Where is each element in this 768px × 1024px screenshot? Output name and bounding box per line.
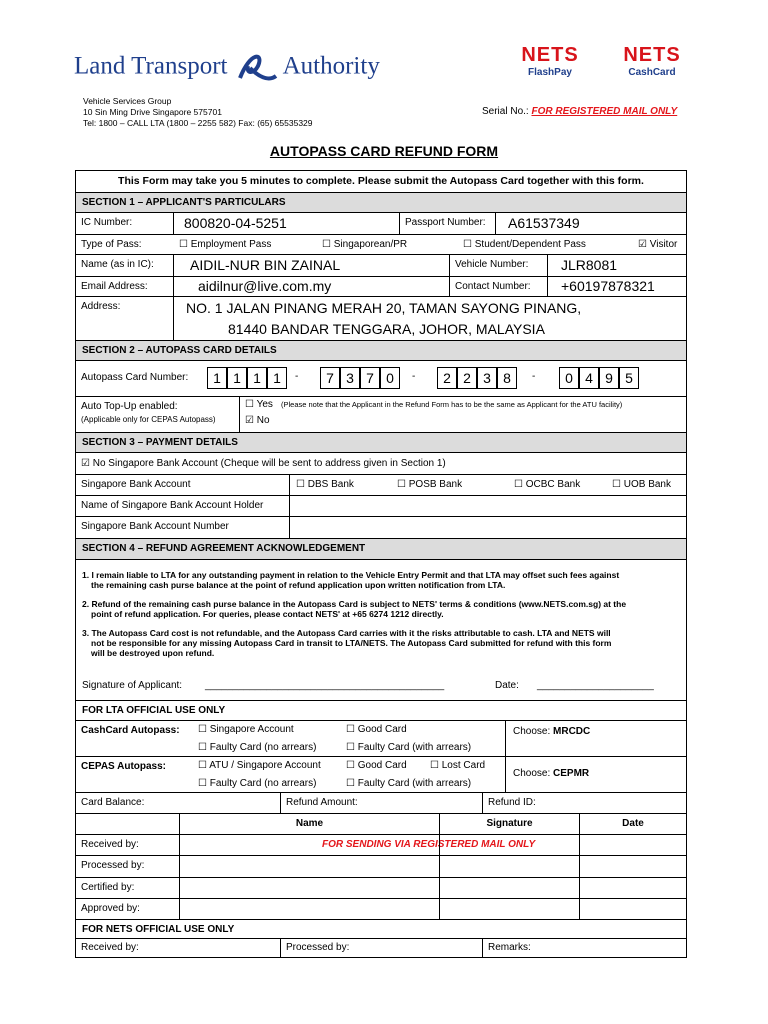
address-line-1: Vehicle Services Group [83, 96, 172, 106]
processed-date[interactable] [579, 856, 686, 877]
cashcard-label: CashCard Autopass: [81, 725, 180, 736]
option-student-pass[interactable]: ☐ Student/Dependent Pass [463, 239, 586, 250]
card-digit-7[interactable]: 7 [360, 367, 380, 389]
email-label: Email Address: [81, 281, 148, 292]
no-bank-option[interactable]: ☑ No Singapore Bank Account (Cheque will be sent to address given in Section 1) [81, 458, 446, 469]
choose-1-value: MRCDC [553, 726, 591, 737]
agreement-2 [82, 599, 682, 619]
lta-logo [74, 48, 380, 88]
ic-value: 800820-04-5251 [184, 215, 287, 231]
lta-logo-left: Land Transport [74, 52, 228, 80]
processed-name[interactable] [179, 856, 439, 877]
refund-amount-label: Refund Amount: [280, 793, 482, 813]
holder-row [76, 496, 686, 517]
ic-row [76, 213, 686, 235]
card-digit-11[interactable]: 3 [477, 367, 497, 389]
pass-type-row [76, 235, 686, 255]
passport-value: A61537349 [508, 215, 580, 231]
passport-field[interactable] [495, 213, 686, 234]
topup-yes-note: (Please note that the Applicant in the Refund Form has to be the same as Applicant for the ATU facility) [281, 400, 623, 409]
section-2-heading: SECTION 2 – AUTOPASS CARD DETAILS [76, 341, 686, 361]
card-digit-5[interactable]: 7 [320, 367, 340, 389]
col-name-header: Name [179, 814, 439, 834]
nets-cashcard-title: NETS [623, 44, 681, 66]
certified-date[interactable] [579, 878, 686, 898]
cepas-row [76, 757, 686, 793]
vehicle-value: JLR8081 [561, 257, 618, 273]
agreement-3-line-3: will be destroyed upon refund. [91, 648, 215, 658]
cashcard-row [76, 721, 686, 757]
card-number-label: Autopass Card Number: [81, 372, 189, 383]
staff-header-row [76, 814, 686, 835]
topup-no-option[interactable]: ☑ No [245, 415, 270, 426]
card-digit-14[interactable]: 4 [579, 367, 599, 389]
agreement-1 [82, 570, 682, 590]
date-label: Date: [495, 680, 519, 691]
nets-flashpay-logo [512, 44, 588, 78]
nets-flashpay-sub: FlashPay [528, 67, 572, 78]
nets-processed-label: Processed by: [280, 939, 482, 958]
choose-1 [505, 721, 686, 756]
card-digit-8[interactable]: 0 [380, 367, 400, 389]
account-number-label: Singapore Bank Account Number [81, 521, 229, 532]
holder-field[interactable] [289, 496, 686, 516]
vehicle-field[interactable] [547, 255, 686, 276]
agreement-1-line-1: 1. I remain liable to LTA for any outstanding payment in relation to the Vehicle Entry Permit and that LTA may offset such fees against [82, 570, 620, 580]
bank-uob-option[interactable]: ☐ UOB Bank [612, 479, 671, 490]
card-separator-2: - [412, 371, 416, 382]
cepas-label: CEPAS Autopass: [81, 761, 167, 772]
received-signature[interactable] [439, 835, 579, 855]
card-digit-9[interactable]: 2 [437, 367, 457, 389]
nets-row [76, 939, 686, 958]
col-signature-header: Signature [439, 814, 579, 834]
option-singaporean-pr[interactable]: ☐ Singaporean/PR [322, 239, 408, 250]
card-digit-10[interactable]: 2 [457, 367, 477, 389]
agreement-2-line-1: 2. Refund of the remaining cash purse balance in the Autopass Card is subject to NETS' terms & conditions (www.NETS.com.sg) at the [82, 599, 627, 609]
signature-label: Signature of Applicant: [82, 680, 183, 691]
choose-2 [505, 757, 686, 792]
email-value: aidilnur@live.com.my [198, 278, 332, 294]
nets-cashcard-logo [614, 44, 690, 78]
processed-row [76, 856, 686, 878]
agreement-2-line-2: point of refund application. For queries, please contact NETS' at +65 6274 1212 directly. [91, 609, 444, 619]
col-date-header: Date [579, 814, 686, 834]
section-3-heading: SECTION 3 – PAYMENT DETAILS [76, 433, 686, 453]
received-name[interactable] [179, 835, 536, 855]
card-digit-3[interactable]: 1 [247, 367, 267, 389]
ce-atu-account[interactable]: ☐ ATU / Singapore Account [198, 760, 321, 771]
approved-row [76, 899, 686, 920]
approved-label: Approved by: [81, 903, 140, 914]
processed-signature[interactable] [439, 856, 579, 877]
account-number-row [76, 517, 686, 539]
vehicle-label: Vehicle Number: [449, 255, 547, 276]
certified-name[interactable] [179, 878, 439, 898]
card-separator-3: - [532, 371, 536, 382]
card-digit-2[interactable]: 1 [227, 367, 247, 389]
name-field[interactable] [173, 255, 449, 276]
card-balance-label: Card Balance: [81, 797, 145, 808]
nets-remarks-label: Remarks: [482, 939, 686, 958]
processed-label: Processed by: [81, 860, 145, 871]
nets-received-label: Received by: [81, 942, 139, 953]
contact-label: Contact Number: [449, 277, 547, 296]
received-date[interactable] [579, 835, 686, 855]
nets-cashcard-sub: CashCard [628, 67, 676, 78]
name-label: Name (as in IC): [81, 259, 154, 270]
section-1-heading: SECTION 1 – APPLICANT'S PARTICULARS [76, 193, 686, 213]
card-digit-1[interactable]: 1 [207, 367, 227, 389]
approved-date[interactable] [579, 899, 686, 919]
topup-label: Auto Top-Up enabled: [81, 401, 178, 412]
serial-value: FOR REGISTERED MAIL ONLY [531, 106, 678, 117]
nets-section-heading: FOR NETS OFFICIAL USE ONLY [76, 920, 686, 939]
ce-faulty-no-arrears[interactable]: ☐ Faulty Card (no arrears) [198, 778, 317, 789]
choose-2-label: Choose: [513, 768, 551, 779]
address-line-3: Tel: 1800 – CALL LTA (1800 – 2255 582) Fax: (65) 65535329 [83, 118, 313, 128]
lta-section-heading: FOR LTA OFFICIAL USE ONLY [76, 701, 686, 721]
card-digit-16[interactable]: 5 [619, 367, 639, 389]
ic-field[interactable] [173, 213, 399, 234]
certified-label: Certified by: [81, 882, 135, 893]
serial-number [482, 106, 677, 117]
card-separator-1: - [295, 371, 299, 382]
ce-lost-card[interactable]: ☐ Lost Card [430, 760, 486, 771]
ce-good-card[interactable]: ☐ Good Card [346, 760, 407, 771]
date-line[interactable]: _____________________ [537, 680, 654, 691]
lta-swoosh-icon [234, 48, 278, 88]
choose-2-value: CEPMR [553, 768, 590, 779]
refund-id-label: Refund ID: [482, 793, 686, 813]
address-row [76, 297, 686, 341]
ic-label: IC Number: [81, 217, 133, 228]
approved-name[interactable] [179, 899, 439, 919]
topup-note: (Applicable only for CEPAS Autopass) [81, 415, 216, 424]
signature-line[interactable]: ___________________________________________ [205, 680, 445, 691]
no-bank-row [76, 453, 686, 475]
account-number-field[interactable] [289, 517, 686, 538]
email-field[interactable] [173, 277, 449, 296]
agreement-block [76, 560, 686, 701]
email-row [76, 277, 686, 297]
pass-type-label: Type of Pass: [81, 239, 142, 250]
card-digit-4[interactable]: 1 [267, 367, 287, 389]
option-employment-pass[interactable]: ☐ Employment Pass [179, 239, 272, 250]
bank-options [289, 475, 686, 495]
address-line-2-value: 81440 BANDAR TENGGARA, JOHOR, MALAYSIA [228, 321, 545, 337]
ce-faulty-with-arrears[interactable]: ☐ Faulty Card (with arrears) [346, 778, 472, 789]
topup-options [239, 397, 686, 432]
card-digit-15[interactable]: 9 [599, 367, 619, 389]
registered-mail-note: FOR SENDING VIA REGISTERED MAIL ONLY [322, 839, 536, 850]
received-label: Received by: [81, 839, 139, 850]
option-visitor[interactable]: ☑ Visitor [638, 239, 678, 250]
agreement-3-line-1: 3. The Autopass Card cost is not refundable, and the Autopass Card carries with it the risks attributable to cash. LTA and NETS will [82, 628, 611, 638]
topup-yes-option[interactable]: ☐ Yes [245, 399, 273, 410]
address-line-2: 10 Sin Ming Drive Singapore 575701 [83, 107, 222, 117]
card-digit-6[interactable]: 3 [340, 367, 360, 389]
lta-address [83, 96, 313, 129]
topup-row [76, 397, 686, 433]
name-row [76, 255, 686, 277]
certified-signature[interactable] [439, 878, 579, 898]
refund-form [75, 170, 687, 958]
intro-text: This Form may take you 5 minutes to complete. Please submit the Autopass Card together with this form. [118, 175, 644, 187]
page-title: AUTOPASS CARD REFUND FORM [269, 143, 499, 159]
card-digit-13[interactable]: 0 [559, 367, 579, 389]
choose-1-label: Choose: [513, 726, 551, 737]
contact-value: +60197878321 [561, 278, 655, 294]
address-line-1-value: NO. 1 JALAN PINANG MERAH 20, TAMAN SAYONG PINANG, [186, 300, 582, 316]
intro-row [76, 171, 686, 193]
section-4-heading: SECTION 4 – REFUND AGREEMENT ACKNOWLEDGEMENT [76, 539, 686, 560]
passport-label: Passport Number: [399, 213, 495, 234]
serial-label: Serial No.: [482, 106, 529, 117]
address-field[interactable] [173, 297, 686, 340]
card-digit-12[interactable]: 8 [497, 367, 517, 389]
name-value: AIDIL-NUR BIN ZAINAL [190, 257, 341, 273]
bank-posb-option[interactable]: ☐ POSB Bank [397, 479, 463, 490]
contact-field[interactable] [547, 277, 686, 296]
address-label: Address: [81, 301, 121, 312]
approved-signature[interactable] [439, 899, 579, 919]
bank-row [76, 475, 686, 496]
bank-label: Singapore Bank Account [81, 479, 191, 490]
holder-label: Name of Singapore Bank Account Holder [81, 500, 264, 511]
bank-dbs-option[interactable]: ☐ DBS Bank [296, 479, 354, 490]
balance-row [76, 793, 686, 814]
lta-logo-right: Authority [282, 52, 380, 80]
cc-faulty-with-arrears[interactable]: ☐ Faulty Card (with arrears) [346, 742, 472, 753]
cc-good-card[interactable]: ☐ Good Card [346, 724, 407, 735]
nets-flashpay-title: NETS [521, 44, 579, 66]
certified-row [76, 878, 686, 899]
agreement-3-line-2: not be responsible for any missing Autopass Card in transit to LTA/NETS. The Autopass Card submitted for refund with this form [91, 638, 612, 648]
bank-ocbc-option[interactable]: ☐ OCBC Bank [514, 479, 581, 490]
cc-singapore-account[interactable]: ☐ Singapore Account [198, 724, 294, 735]
card-number-row [76, 361, 686, 397]
agreement-3 [82, 628, 682, 658]
cc-faulty-no-arrears[interactable]: ☐ Faulty Card (no arrears) [198, 742, 317, 753]
agreement-1-line-2: the remaining cash purse balance at the point of refund application upon written notification from LTA. [91, 580, 506, 590]
received-row [76, 835, 686, 856]
